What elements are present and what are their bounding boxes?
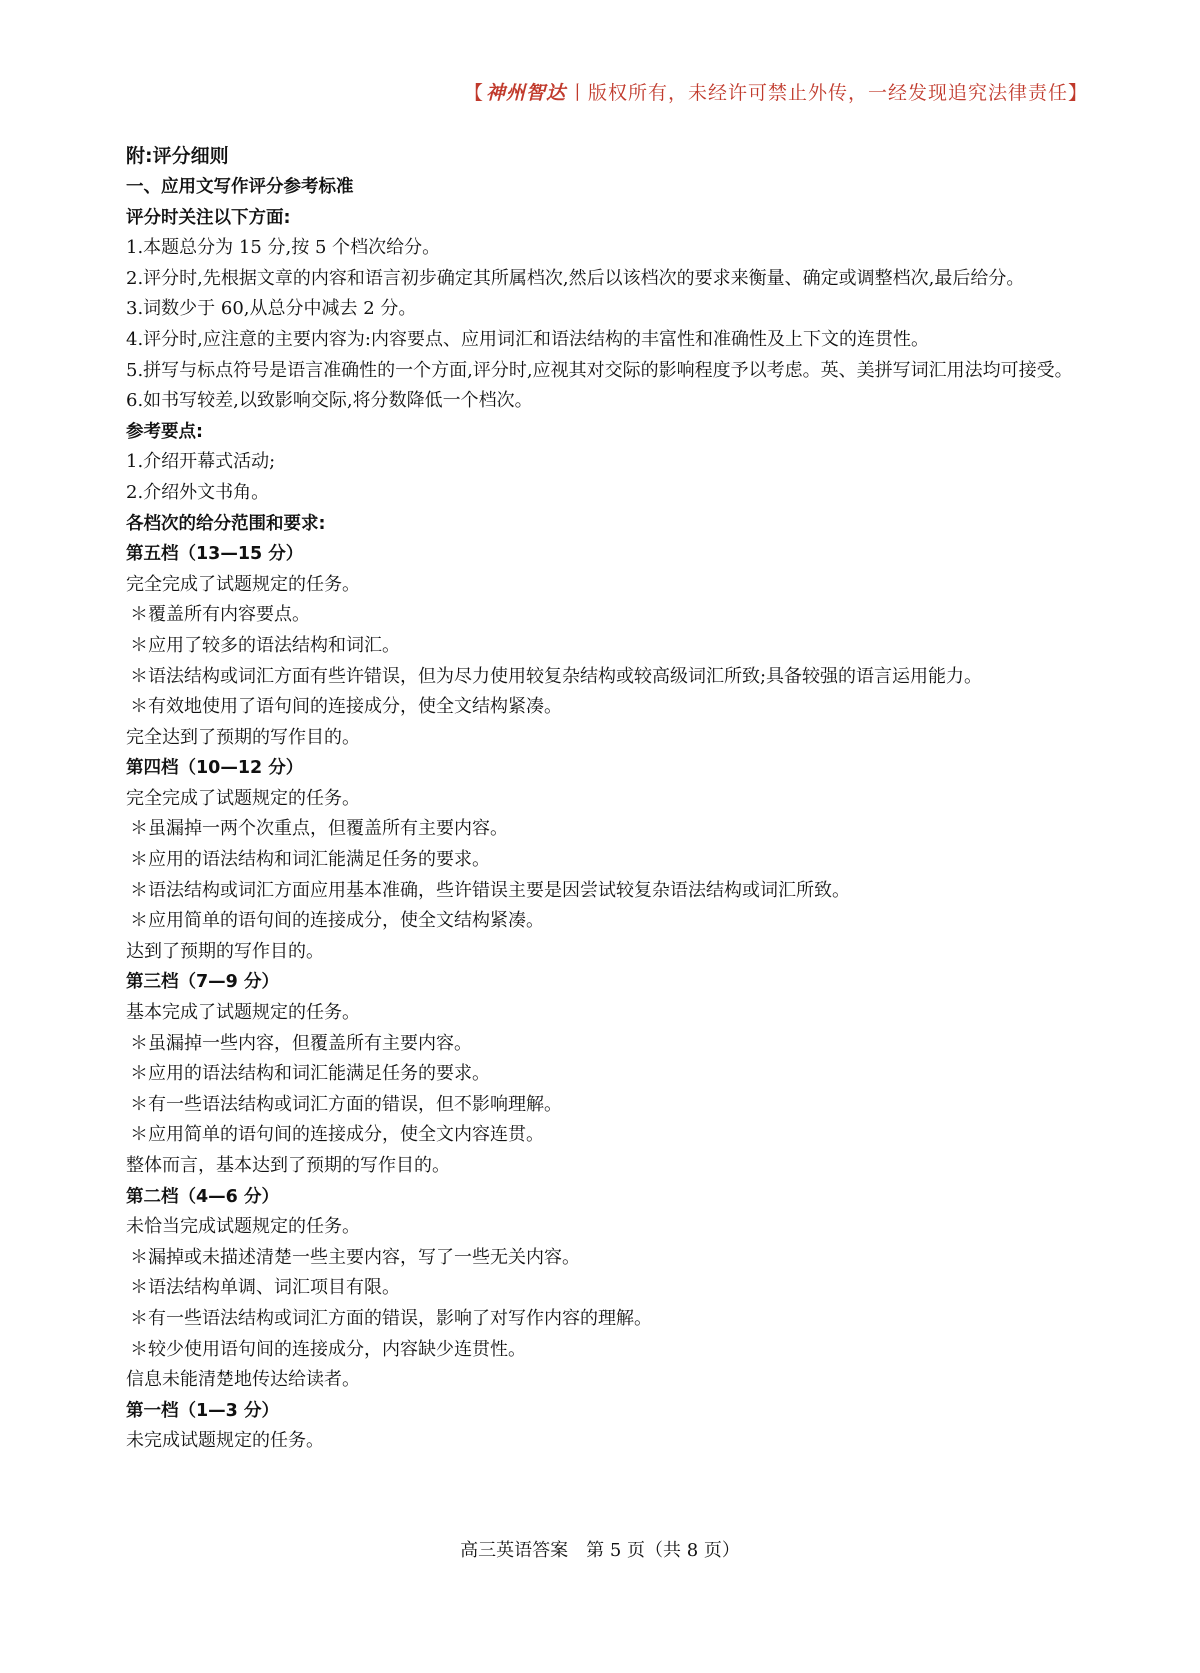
level-intro: 完全完成了试题规定的任务。: [126, 573, 360, 595]
level-criterion: ＊应用的语法结构和词汇能满足任务的要求。: [130, 1063, 490, 1085]
level-heading: 第五档（13—15 分）: [126, 544, 304, 565]
level-criterion: ＊语法结构或词汇方面有些许错误，但为尽力使用较复杂结构或较高级词汇所致;具备较强的语言运用能力。: [130, 665, 983, 687]
level-criterion: ＊语法结构或词汇方面应用基本准确，些许错误主要是因尝试较复杂语法结构或词汇所致。: [130, 879, 850, 901]
level-heading: 第四档（10—12 分）: [126, 758, 304, 779]
level-criterion: ＊有一些语法结构或词汇方面的错误，影响了对写作内容的理解。: [130, 1307, 652, 1329]
document-body: [126, 140, 1076, 1457]
level-criterion: ＊较少使用语句间的连接成分，内容缺少连贯性。: [130, 1338, 526, 1360]
level-criterion: ＊应用了较多的语法结构和词汇。: [130, 634, 400, 656]
level-criterion: ＊有一些语法结构或词汇方面的错误，但不影响理解。: [130, 1093, 562, 1115]
copyright-text: 丨版权所有，未经许可禁止外传，一经发现追究法律责任】: [567, 82, 1088, 104]
level-outro: 完全达到了预期的写作目的。: [126, 726, 360, 748]
level-criterion: ＊漏掉或未描述清楚一些主要内容，写了一些无关内容。: [130, 1246, 580, 1268]
rule-item: 2.评分时,先根据文章的内容和语言初步确定其所属档次,然后以该档次的要求来衡量、确定或调整档次,最后给分。: [126, 267, 1025, 289]
level-criterion: ＊虽漏掉一些内容，但覆盖所有主要内容。: [130, 1032, 472, 1054]
copyright-open-bracket: 【: [463, 82, 484, 104]
level-intro: 未恰当完成试题规定的任务。: [126, 1216, 360, 1238]
level-outro: 达到了预期的写作目的。: [126, 940, 324, 962]
level-criterion: ＊应用的语法结构和词汇能满足任务的要求。: [130, 849, 490, 871]
page-footer: 高三英语答案 第 5 页（共 8 页）: [460, 1540, 740, 1561]
level-criterion: ＊虽漏掉一两个次重点，但覆盖所有主要内容。: [130, 818, 508, 840]
level-criterion: ＊语法结构单调、词汇项目有限。: [130, 1277, 400, 1299]
point-item: 1.介绍开幕式活动;: [126, 451, 276, 473]
rule-item: 5.拼写与标点符号是语言准确性的一个方面,评分时,应视其对交际的影响程度予以考虑。英、美拼写词汇用法均可接受。: [126, 359, 1073, 381]
level-heading: 第一档（1—3 分）: [126, 1400, 279, 1421]
level-intro: 基本完成了试题规定的任务。: [126, 1002, 360, 1024]
level-outro: 整体而言，基本达到了预期的写作目的。: [126, 1155, 450, 1176]
level-criterion: ＊应用简单的语句间的连接成分，使全文结构紧凑。: [130, 910, 544, 932]
point-item: 2.介绍外文书角。: [126, 481, 270, 503]
rule-item: 4.评分时,应注意的主要内容为:内容要点、应用词汇和语法结构的丰富性和准确性及上下文的连贯性。: [126, 328, 929, 350]
copyright-notice: [464, 78, 1088, 105]
publisher-logo: 神州智达: [485, 82, 566, 104]
rule-item: 1.本题总分为 15 分,按 5 个档次给分。: [126, 237, 441, 259]
level-criterion: ＊应用简单的语句间的连接成分，使全文内容连贯。: [130, 1124, 544, 1146]
rule-item: 3.词数少于 60,从总分中减去 2 分。: [126, 298, 417, 320]
level-criterion: ＊覆盖所有内容要点。: [130, 604, 310, 626]
level-criterion: ＊有效地使用了语句间的连接成分，使全文结构紧凑。: [130, 696, 562, 718]
focus-heading: 评分时关注以下方面:: [126, 207, 291, 228]
points-heading: 参考要点:: [126, 421, 203, 442]
page-title: 附:评分细则: [126, 145, 229, 167]
rule-item: 6.如书写较差,以致影响交际,将分数降低一个档次。: [126, 390, 533, 412]
level-heading: 第二档（4—6 分）: [126, 1186, 279, 1207]
level-heading: 第三档（7—9 分）: [126, 972, 279, 993]
level-intro: 未完成试题规定的任务。: [126, 1430, 324, 1452]
section-heading: 一、应用文写作评分参考标准: [126, 177, 354, 197]
levels-heading: 各档次的给分范围和要求:: [126, 513, 326, 534]
level-outro: 信息未能清楚地传达给读者。: [126, 1369, 360, 1391]
level-intro: 完全完成了试题规定的任务。: [126, 787, 360, 809]
